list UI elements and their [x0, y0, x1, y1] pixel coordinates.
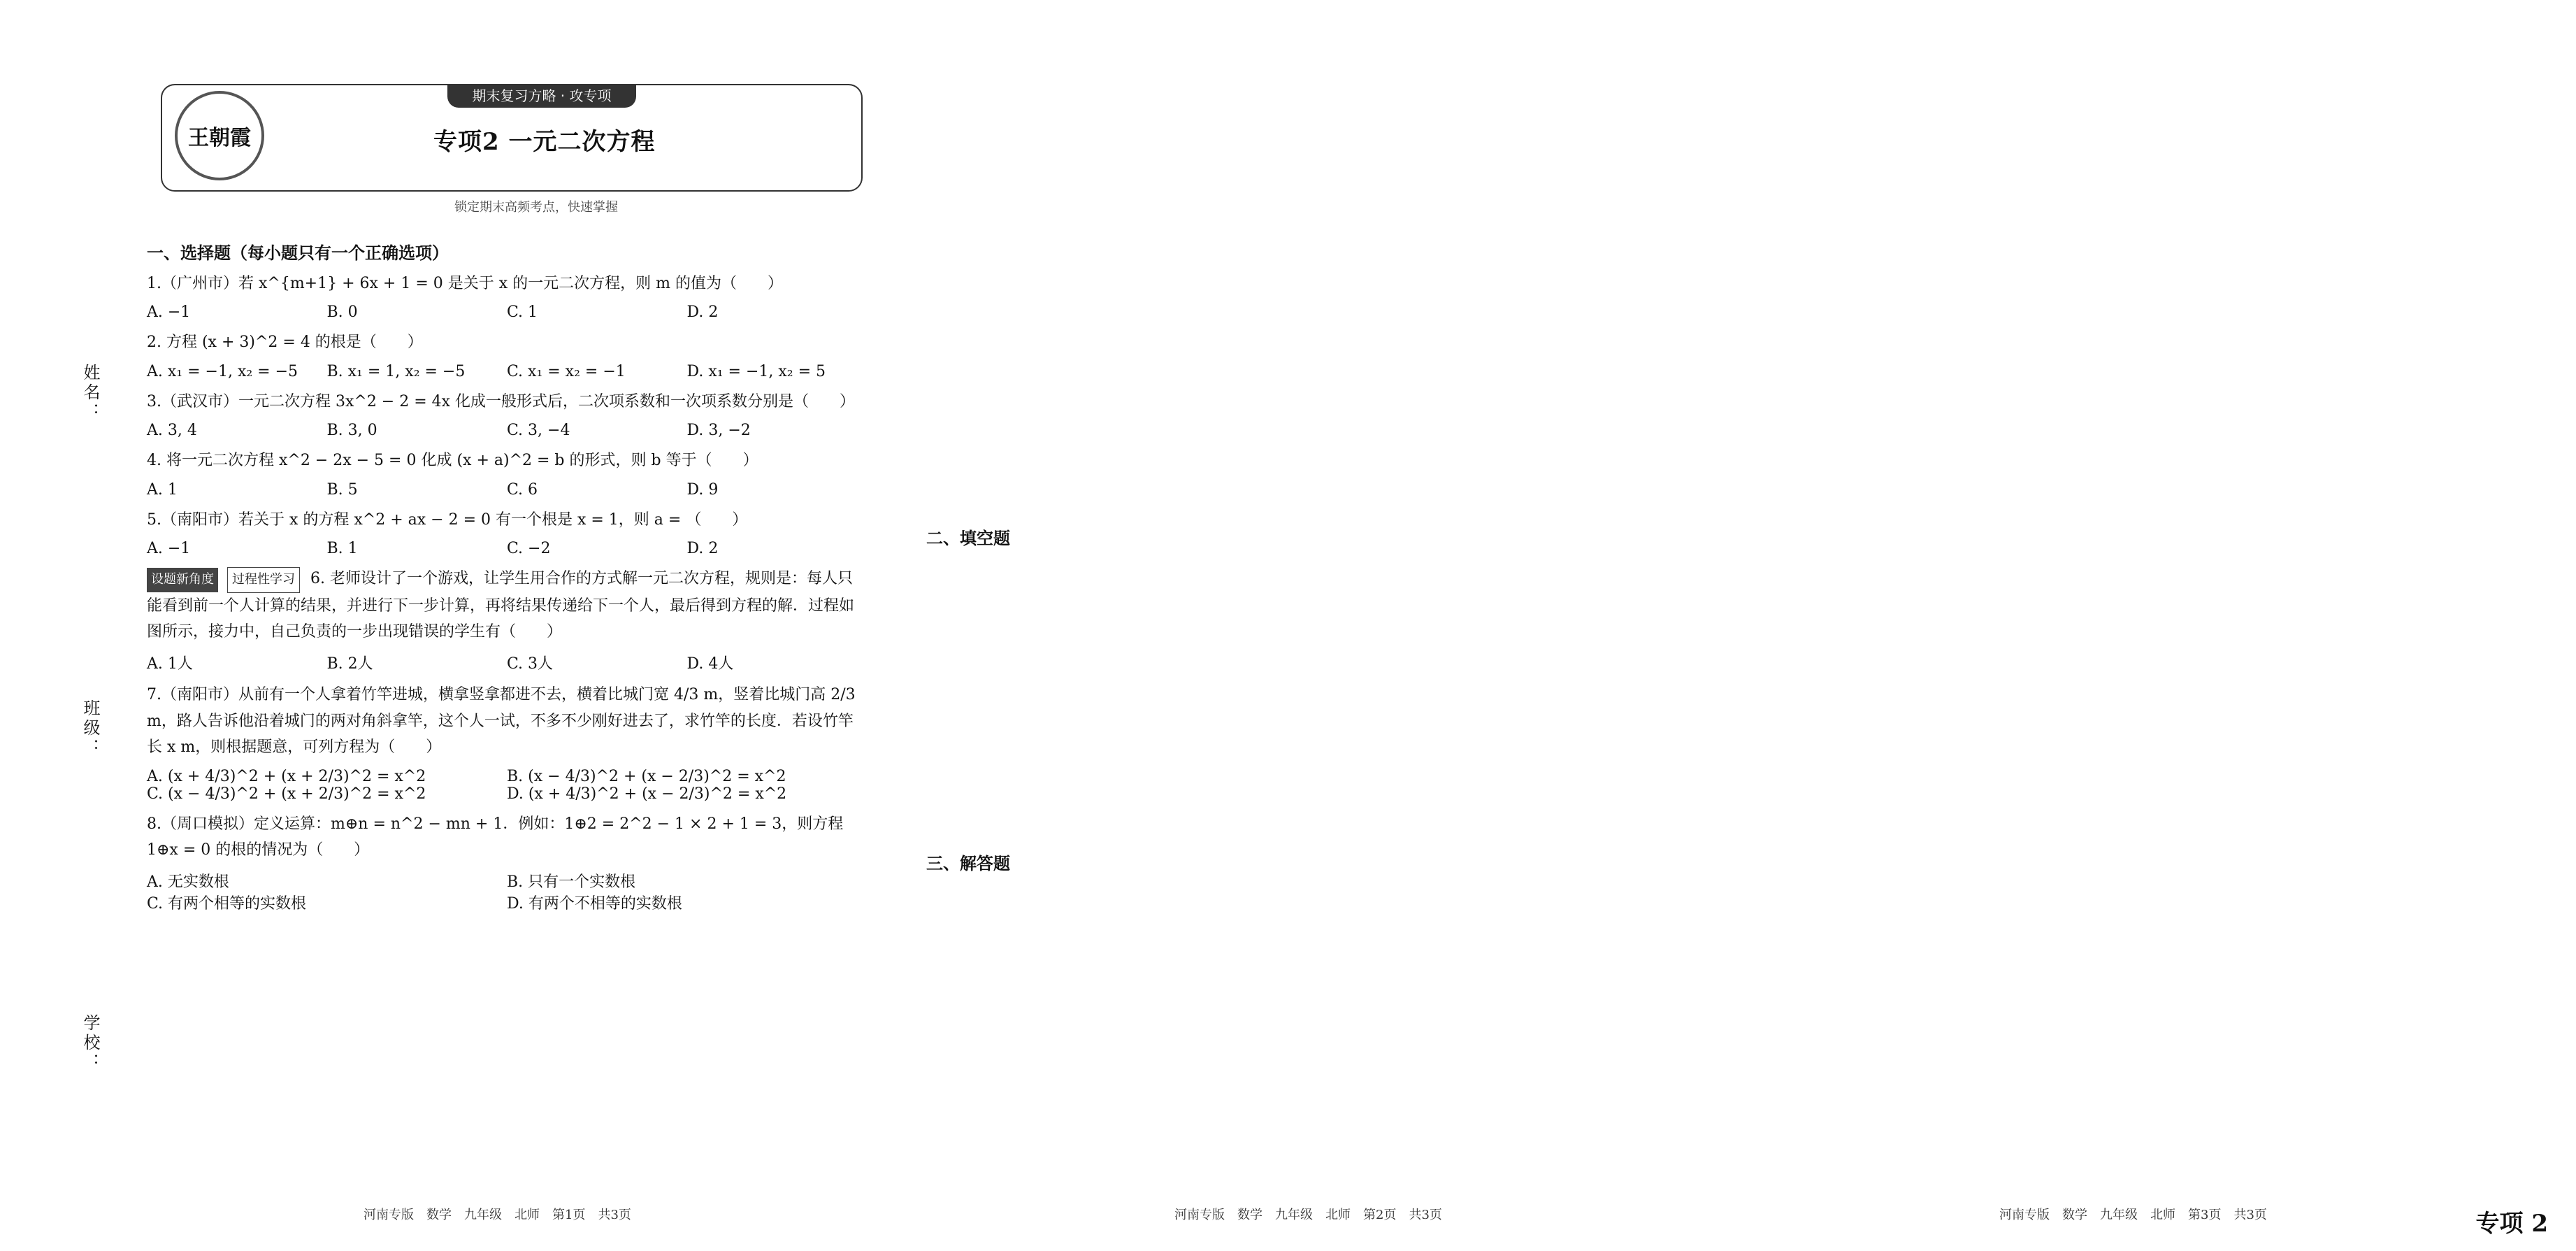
column-left [147, 224, 867, 922]
q5-option-a[interactable]: A. −1 [147, 539, 191, 557]
tag-process-learning: 过程性学习 [227, 567, 300, 593]
options-q1 [147, 303, 867, 321]
q2-option-d[interactable]: D. x₁ = −1, x₂ = 5 [686, 362, 826, 380]
margin-label-name: 姓名： [80, 364, 100, 422]
tag-new-angle: 设题新角度 [147, 568, 218, 592]
margin-label-class: 班级： [80, 699, 100, 758]
column-middle [926, 91, 1730, 881]
q2-option-a[interactable]: A. x₁ = −1, x₂ = −5 [147, 362, 298, 380]
q4-option-c[interactable]: C. 6 [507, 480, 538, 499]
q3-option-a[interactable]: A. 3, 4 [147, 422, 197, 440]
page-title: 专项2 一元二次方程 [433, 128, 656, 156]
q1-option-a[interactable]: A. −1 [147, 303, 191, 322]
q7-option-b[interactable]: B. (x − 4/3)^2 + (x − 2/3)^2 = x^2 [507, 767, 786, 785]
q7-option-d[interactable]: D. (x + 4/3)^2 + (x − 2/3)^2 = x^2 [507, 785, 787, 803]
options-q5 [147, 540, 867, 557]
question-8: 8.（周口模拟）定义运算：m⊕n = n^2 − mn + 1．例如：1⊕2 = 2^2 − 1 × 2 + 1 = 3，则方程 1⊕x = 0 的根的情况为（ ） [147, 815, 844, 859]
q1-option-d[interactable]: D. 2 [686, 303, 719, 322]
margin-label-school: 学校： [80, 1014, 100, 1073]
footer-left: 河南专版 数学 九年级 北师 第1页 共3页 [364, 1208, 631, 1222]
options-q6 [147, 652, 867, 673]
options-q8 [147, 870, 867, 913]
section-title-fill: 二、填空题 [926, 528, 1010, 548]
question-1: 1.（广州市）若 x^{m+1} + 6x + 1 = 0 是关于 x 的一元二次方程，则 m 的值为（ ） [147, 275, 784, 292]
q1-option-b[interactable]: B. 0 [326, 303, 358, 322]
options-q2 [147, 363, 867, 380]
q7-option-a[interactable]: A. (x + 4/3)^2 + (x + 2/3)^2 = x^2 [147, 767, 426, 785]
q1-option-c[interactable]: C. 1 [507, 303, 538, 322]
question-6 [147, 566, 867, 645]
logo: 王朝霞 [175, 91, 264, 180]
options-q4 [147, 481, 867, 499]
q7-option-c[interactable]: C. (x − 4/3)^2 + (x + 2/3)^2 = x^2 [147, 785, 426, 803]
q6-option-b[interactable]: B. 2人 [326, 655, 373, 673]
corner-label: 专项 2 [2475, 1210, 2548, 1238]
question-6-text: 6. 老师设计了一个游戏，让学生用合作的方式解一元二次方程，规则是：每人只能看到前一个人计算的结果，并进行下一步计算，再将结果传递给下一个人，最后得到方程的解．过程如图所示，接力中，自己负责的一步出现错误的学生有（ ） [147, 569, 855, 641]
q4-option-d[interactable]: D. 9 [686, 480, 719, 499]
options-q7 [147, 768, 867, 803]
brand-banner: 期末复习方略 · 攻专项 [447, 84, 636, 108]
q8-option-b[interactable]: B. 只有一个实数根 [507, 873, 636, 892]
question-4: 4. 将一元二次方程 x^2 − 2x − 5 = 0 化成 (x + a)^2 = b 的形式，则 b 等于（ ） [147, 452, 758, 470]
section-title-choice: 一、选择题（每小题只有一个正确选项） [147, 243, 449, 263]
q8-option-d[interactable]: D. 有两个不相等的实数根 [507, 895, 682, 913]
footer-right: 河南专版 数学 九年级 北师 第3页 共3页 [1999, 1208, 2267, 1222]
q2-option-b[interactable]: B. x₁ = 1, x₂ = −5 [326, 362, 466, 380]
q6-option-c[interactable]: C. 3人 [507, 655, 554, 673]
q4-option-a[interactable]: A. 1 [147, 480, 178, 499]
q6-option-a[interactable]: A. 1人 [147, 655, 193, 673]
q3-option-d[interactable]: D. 3, −2 [686, 422, 751, 440]
q8-option-a[interactable]: A. 无实数根 [147, 873, 229, 892]
section-title-solve: 三、解答题 [926, 853, 1010, 873]
footer-middle: 河南专版 数学 九年级 北师 第2页 共3页 [1174, 1208, 1442, 1222]
q2-option-c[interactable]: C. x₁ = x₂ = −1 [507, 362, 626, 380]
q5-option-c[interactable]: C. −2 [507, 539, 551, 557]
page-subtitle: 锁定期末高频考点，快速掌握 [454, 200, 618, 215]
q3-option-c[interactable]: C. 3, −4 [507, 422, 570, 440]
q3-option-b[interactable]: B. 3, 0 [326, 422, 377, 440]
q6-option-d[interactable]: D. 4人 [686, 655, 734, 673]
q4-option-b[interactable]: B. 5 [326, 480, 358, 499]
options-q3 [147, 422, 867, 439]
question-5: 5.（南阳市）若关于 x 的方程 x^2 + ax − 2 = 0 有一个根是 x = 1，则 a = （ ） [147, 510, 748, 529]
q5-option-d[interactable]: D. 2 [686, 539, 719, 557]
question-3: 3.（武汉市）一元二次方程 3x^2 − 2 = 4x 化成一般形式后，二次项系数和一次项系数分别是（ ） [147, 392, 856, 410]
question-2: 2. 方程 (x + 3)^2 = 4 的根是（ ） [147, 334, 423, 352]
question-7: 7.（南阳市）从前有一个人拿着竹竿进城，横拿竖拿都进不去，横着比城门宽 4/3 m，竖着比城门高 2/3 m，路人告诉他沿着城门的两对角斜拿竿，这个人一试，不多不少刚好进去了，求竹竿的长度．若设竹竿长 x m，则根据题意，可列方程为（ ） [147, 686, 856, 757]
q5-option-b[interactable]: B. 1 [326, 539, 358, 557]
q8-option-c[interactable]: C. 有两个相等的实数根 [147, 895, 307, 913]
